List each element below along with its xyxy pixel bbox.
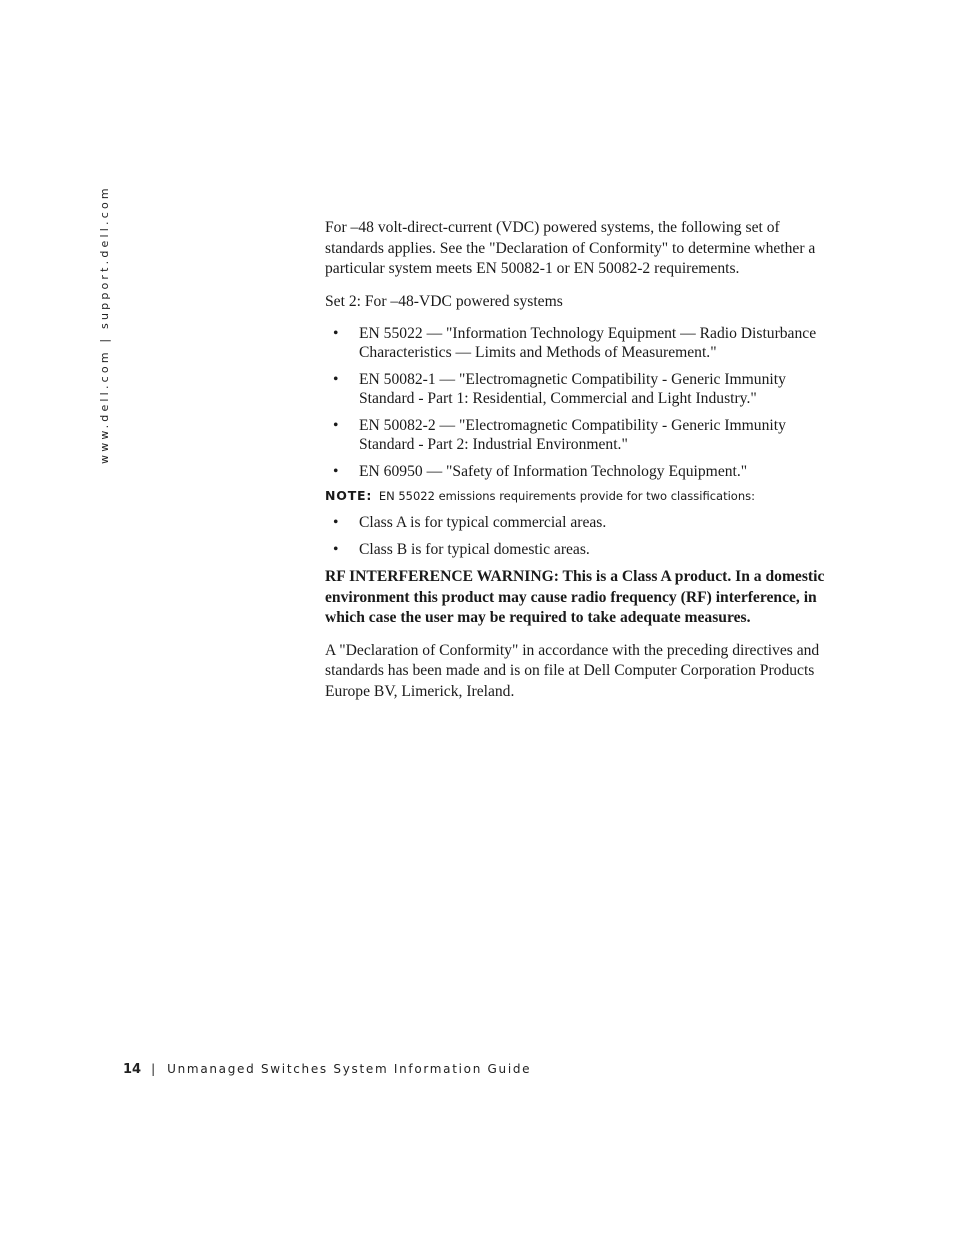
- standard-text: EN 50082-2 — "Electromagnetic Compatibility - Generic Immunity Standard - Part 2: Industrial Environment.": [359, 417, 786, 453]
- standard-text: EN 50082-1 — "Electromagnetic Compatibility - Generic Immunity Standard - Part 1: Residential, Commercial and Light Industry.": [359, 371, 786, 407]
- class-text: Class A is for typical commercial areas.: [359, 514, 607, 531]
- list-item: [325, 370, 825, 408]
- declaration-paragraph: A "Declaration of Conformity" in accordance with the preceding directives and standards has been made and is on file at Dell Computer Corporation Products Europe BV, Limerick, Ireland.: [325, 641, 820, 700]
- list-item: [325, 324, 825, 362]
- set-heading: Set 2: For –48-VDC powered systems: [325, 292, 563, 310]
- list-item: [325, 513, 825, 532]
- guide-title: Unmanaged Switches System Information Guide: [167, 1062, 532, 1076]
- bullet-icon: •: [333, 463, 339, 480]
- classes-list: [325, 513, 825, 559]
- page-footer: [123, 1062, 531, 1077]
- list-item: [325, 540, 825, 559]
- intro-paragraph: For –48 volt-direct-current (VDC) powered systems, the following set of standards applies. See the "Declaration of Conformity" to determine whether a particular system meets EN 50082-1 or EN 50082-2 requirements.: [325, 219, 816, 277]
- rf-warning: RF INTERFERENCE WARNING: This is a Class A product. In a domestic environment this product may cause radio frequency (RF) interference, in which case the user may be required to take adequate measures.: [325, 568, 825, 626]
- standard-text: EN 60950 — "Safety of Information Technology Equipment.": [359, 463, 748, 480]
- bullet-icon: •: [333, 514, 339, 531]
- note-text: EN 55022 emissions requirements provide for two classifications:: [378, 489, 755, 503]
- sidebar-url: www.dell.com | support.dell.com: [98, 185, 111, 464]
- bullet-icon: •: [333, 325, 339, 342]
- page-content: [325, 218, 825, 702]
- list-item: [325, 462, 825, 481]
- standard-text: EN 55022 — "Information Technology Equipment — Radio Disturbance Characteristics — Limits and Methods of Measurement.": [359, 325, 817, 361]
- class-text: Class B is for typical domestic areas.: [359, 541, 590, 558]
- list-item: [325, 416, 825, 454]
- bullet-icon: •: [333, 371, 339, 388]
- bullet-icon: •: [333, 417, 339, 434]
- page-number: 14: [123, 1062, 142, 1077]
- standards-list: [325, 324, 825, 481]
- footer-separator: |: [151, 1062, 156, 1076]
- note: [325, 488, 825, 504]
- bullet-icon: •: [333, 541, 339, 558]
- note-label: NOTE:: [325, 488, 373, 503]
